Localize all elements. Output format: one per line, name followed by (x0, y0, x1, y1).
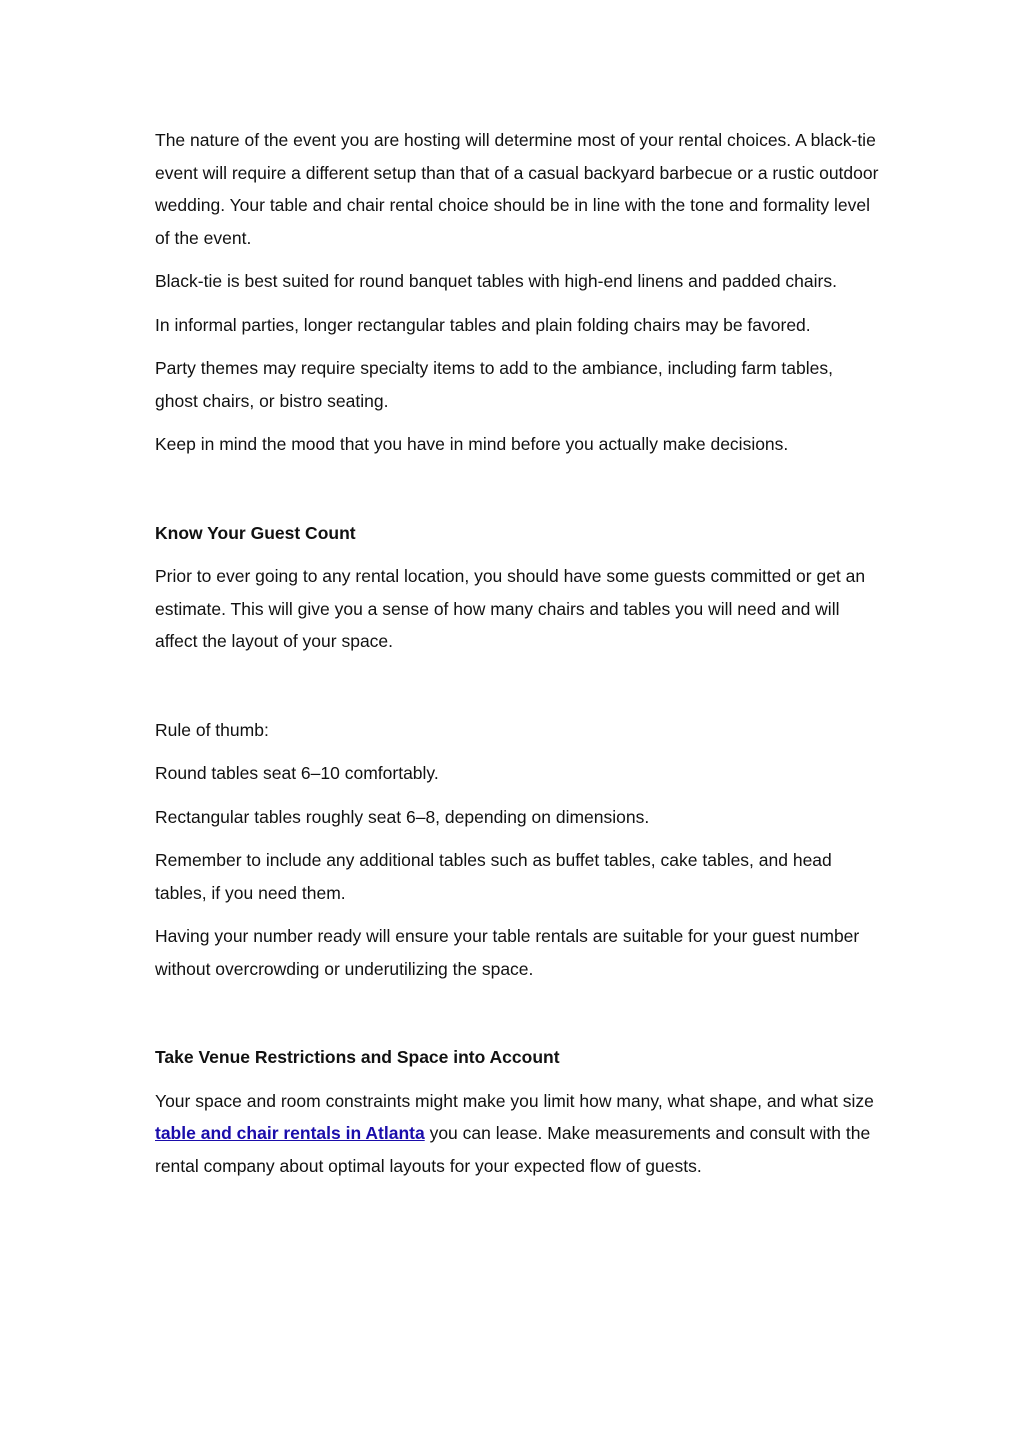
document-page (155, 124, 880, 1193)
paragraph-informal-parties: In informal parties, longer rectangular tables and plain folding chairs may be favored. (155, 314, 811, 335)
paragraph-black-tie: Black-tie is best suited for round banquet tables with high-end linens and padded chairs. (155, 271, 837, 291)
paragraph-text-after-link: you can lease. Make measurements and consult with the rental company about optimal layouts for your expected flow of guests. (155, 1123, 871, 1176)
section-spacer (155, 996, 880, 1041)
section-spacer (155, 472, 880, 517)
paragraph-number-ready: Having your number ready will ensure your table rentals are suitable for your guest number without overcrowding or underutilizing the space. (155, 926, 860, 979)
paragraph-round-tables: Round tables seat 6–10 comfortably. (155, 763, 439, 783)
table-chair-rentals-link[interactable]: table and chair rentals in Atlanta (155, 1123, 425, 1143)
paragraph-mood: Keep in mind the mood that you have in mind before you actually make decisions. (155, 434, 789, 454)
paragraph-rectangular-tables: Rectangular tables roughly seat 6–8, depending on dimensions. (155, 806, 650, 827)
paragraph-additional-tables: Remember to include any additional tables such as buffet tables, cake tables, and head tables, if you need them. (155, 850, 832, 903)
paragraph-venue-space (155, 1085, 880, 1183)
heading-guest-count: Know Your Guest Count (155, 522, 356, 543)
paragraph-event-nature: The nature of the event you are hosting will determine most of your rental choices. A black-tie event will require a different setup than that of a casual backyard barbecue or a rustic outdoor wedding. Your table and chair rental choice should be in line with the tone and formality level of the event. (155, 130, 879, 248)
section-spacer (155, 669, 880, 714)
paragraph-party-themes: Party themes may require specialty items to add to the ambiance, including farm tables, ghost chairs, or bistro seating. (155, 358, 833, 411)
paragraph-rule-of-thumb: Rule of thumb: (155, 719, 269, 740)
heading-venue-restrictions: Take Venue Restrictions and Space into Account (155, 1047, 560, 1067)
paragraph-guest-estimate: Prior to ever going to any rental location, you should have some guests committed or get an estimate. This will give you a sense of how many chairs and tables you will need and will affect the layout of your space. (155, 566, 866, 651)
paragraph-text-before-link: Your space and room constraints might make you limit how many, what shape, and what size (155, 1090, 874, 1111)
